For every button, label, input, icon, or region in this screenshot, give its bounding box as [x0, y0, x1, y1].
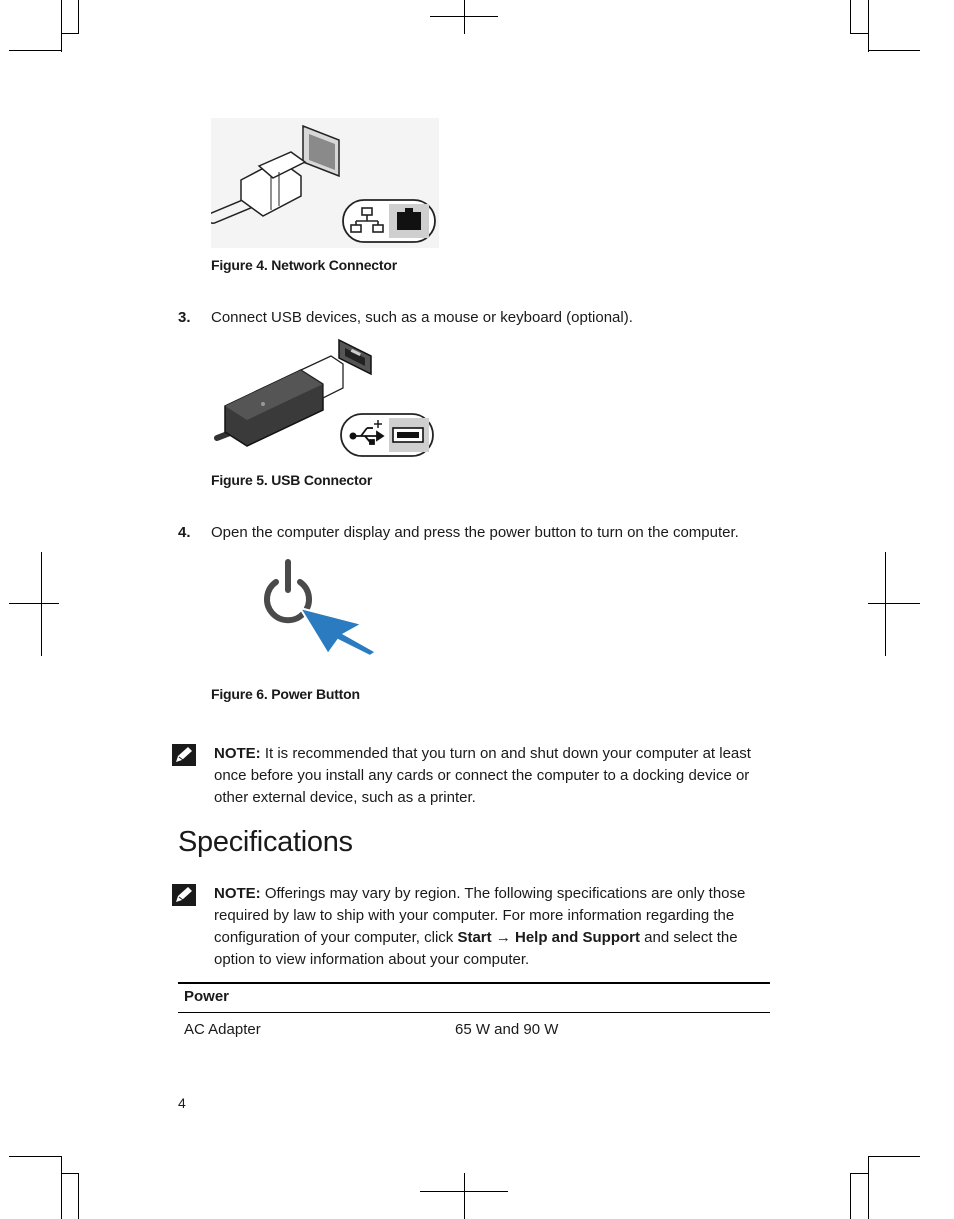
help-support-reference: Help and Support [515, 929, 640, 946]
note-text-after: and select the option to view information about your computer. [214, 929, 738, 968]
step-number-4: 4. [178, 524, 191, 541]
cursor-arrow-icon [300, 608, 376, 656]
start-menu-reference: Start [457, 929, 492, 946]
section-title: Specifications [178, 826, 353, 858]
usb-icon [341, 414, 433, 456]
note-pencil-icon [172, 744, 196, 766]
table-header-power: Power [184, 988, 230, 1005]
table-cell-label: AC Adapter [184, 1021, 261, 1038]
note-pencil-icon [172, 884, 196, 906]
table-top-rule [178, 982, 770, 984]
usb-connector-illustration [213, 336, 435, 460]
note-first-boot [214, 743, 764, 809]
note-specifications [214, 883, 764, 971]
arrow-symbol: → [495, 929, 511, 946]
step-text-4: Open the computer display and press the power button to turn on the computer. [211, 524, 739, 541]
step-number-3: 3. [178, 309, 191, 326]
table-header-rule [178, 1012, 770, 1013]
note-text: Offerings may vary by region. The following specifications are only those required by law to ship with your computer. For more information regarding the configuration of your computer, click [214, 885, 746, 946]
note-label: NOTE: [214, 745, 261, 762]
note-text: It is recommended that you turn on and shut down your computer at least once before you install any cards or connect the computer to a docking device or other external device, such as a printer. [214, 745, 751, 806]
page-number: 4 [178, 1095, 186, 1111]
table-cell-value: 65 W and 90 W [455, 1021, 559, 1038]
figure-caption-power: Figure 6. Power Button [211, 686, 360, 702]
network-icon [343, 200, 435, 242]
figure-caption-usb: Figure 5. USB Connector [211, 472, 373, 488]
note-label: NOTE: [214, 885, 261, 902]
network-connector-illustration [211, 118, 439, 248]
figure-caption-network: Figure 4. Network Connector [211, 257, 397, 273]
power-button-illustration [258, 556, 382, 660]
step-text-3: Connect USB devices, such as a mouse or keyboard (optional). [211, 309, 633, 326]
